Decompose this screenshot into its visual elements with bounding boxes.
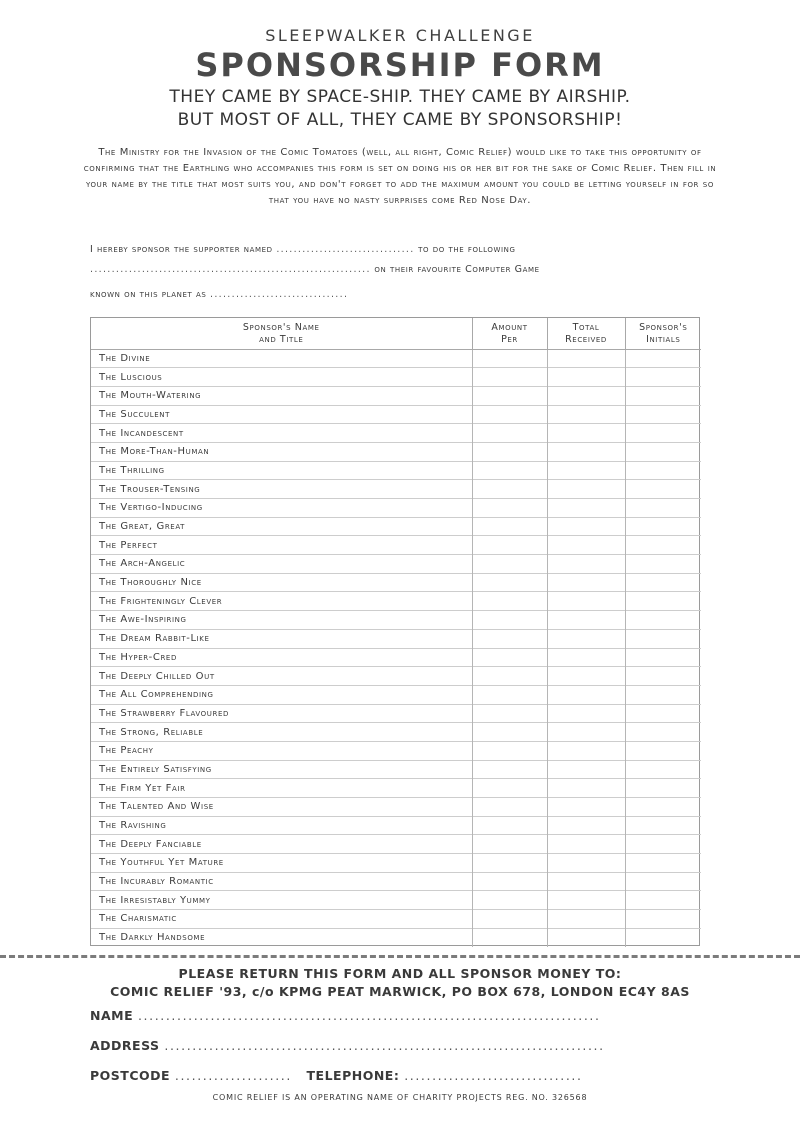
sponsor-title-cell[interactable]: The Hyper-Cred: [91, 648, 472, 667]
total-cell[interactable]: [547, 386, 625, 405]
table-row: [91, 368, 701, 387]
total-cell[interactable]: [547, 910, 625, 929]
total-cell[interactable]: [547, 704, 625, 723]
table-row: [91, 816, 701, 835]
sponsor-title-cell[interactable]: The Great, Great: [91, 517, 472, 536]
table-row: [91, 835, 701, 854]
amount-cell[interactable]: [472, 573, 547, 592]
tagline-line-1: THEY CAME BY SPACE-SHIP. THEY CAME BY AIRSHIP.: [169, 87, 631, 107]
initials-cell[interactable]: [625, 667, 701, 686]
sponsor-title-cell[interactable]: The All Comprehending: [91, 685, 472, 704]
amount-cell[interactable]: [472, 629, 547, 648]
total-cell[interactable]: [547, 835, 625, 854]
total-cell[interactable]: [547, 461, 625, 480]
table-row: [91, 798, 701, 817]
total-cell[interactable]: [547, 798, 625, 817]
amount-cell[interactable]: [472, 536, 547, 555]
initials-cell[interactable]: [625, 835, 701, 854]
total-cell[interactable]: [547, 872, 625, 891]
postcode-field[interactable]: .....................: [174, 1068, 292, 1083]
amount-cell[interactable]: [472, 835, 547, 854]
pledge-text-known-as: known on this planet as: [90, 289, 207, 300]
total-cell[interactable]: [547, 723, 625, 742]
sponsor-title-cell[interactable]: The Arch-Angelic: [91, 555, 472, 574]
table-row: [91, 573, 701, 592]
initials-cell[interactable]: [625, 723, 701, 742]
initials-cell[interactable]: [625, 779, 701, 798]
initials-cell[interactable]: [625, 816, 701, 835]
initials-cell[interactable]: [625, 405, 701, 424]
table-row: [91, 910, 701, 929]
sponsor-title-cell[interactable]: The Darkly Handsome: [91, 928, 472, 947]
amount-cell[interactable]: [472, 480, 547, 499]
table-row: [91, 555, 701, 574]
initials-cell[interactable]: [625, 704, 701, 723]
amount-cell[interactable]: [472, 442, 547, 461]
initials-cell[interactable]: [625, 928, 701, 947]
initials-cell[interactable]: [625, 685, 701, 704]
amount-cell[interactable]: [472, 368, 547, 387]
initials-cell[interactable]: [625, 611, 701, 630]
initials-cell[interactable]: [625, 386, 701, 405]
return-line-1: PLEASE RETURN THIS FORM AND ALL SPONSOR MONEY TO:: [178, 966, 622, 981]
sponsor-title-cell[interactable]: The Firm Yet Fair: [91, 779, 472, 798]
sponsor-title-cell[interactable]: The Succulent: [91, 405, 472, 424]
amount-cell[interactable]: [472, 704, 547, 723]
total-cell[interactable]: [547, 368, 625, 387]
total-cell[interactable]: [547, 928, 625, 947]
initials-cell[interactable]: [625, 424, 701, 443]
table-row: [91, 499, 701, 518]
sponsor-title-cell[interactable]: The Divine: [99, 352, 151, 364]
initials-cell[interactable]: [625, 910, 701, 929]
sponsor-title-cell[interactable]: The Strawberry Flavoured: [91, 704, 472, 723]
total-cell[interactable]: [547, 611, 625, 630]
amount-cell[interactable]: [472, 741, 547, 760]
initials-cell[interactable]: [625, 741, 701, 760]
sponsor-title-cell[interactable]: The Entirely Satisfying: [91, 760, 472, 779]
table-row: [91, 611, 701, 630]
column-header-total-line-1: Total: [572, 322, 600, 334]
postcode-label: POSTCODE: [90, 1068, 171, 1083]
total-cell[interactable]: [547, 442, 625, 461]
tagline-line-2: BUT MOST OF ALL, THEY CAME BY SPONSORSHIP!: [177, 110, 623, 130]
amount-cell[interactable]: [472, 611, 547, 630]
sponsor-title-cell[interactable]: The Youthful Yet Mature: [91, 854, 472, 873]
total-cell[interactable]: [547, 480, 625, 499]
amount-cell[interactable]: [472, 723, 547, 742]
sponsor-table: [90, 317, 700, 946]
total-cell[interactable]: [547, 499, 625, 518]
sponsor-title-cell[interactable]: The Thoroughly Nice: [91, 573, 472, 592]
amount-cell[interactable]: [472, 891, 547, 910]
column-header-initials: [625, 318, 701, 349]
amount-cell[interactable]: [472, 872, 547, 891]
initials-cell[interactable]: [625, 891, 701, 910]
initials-cell[interactable]: [625, 648, 701, 667]
table-row: [91, 872, 701, 891]
sponsor-title-cell[interactable]: The Deeply Chilled Out: [91, 667, 472, 686]
total-cell[interactable]: [547, 648, 625, 667]
total-cell[interactable]: [547, 349, 625, 368]
amount-cell[interactable]: [472, 499, 547, 518]
total-cell[interactable]: [547, 517, 625, 536]
telephone-label: TELEPHONE:: [306, 1068, 400, 1083]
footer-charity-note: COMIC RELIEF IS AN OPERATING NAME OF CHARITY PROJECTS REG. NO. 326568: [212, 1093, 588, 1102]
table-row: [91, 723, 701, 742]
challenge-field[interactable]: .................................................................: [90, 264, 371, 275]
sponsor-title-cell[interactable]: The Dream Rabbit-Like: [91, 629, 472, 648]
table-row: [91, 629, 701, 648]
amount-cell[interactable]: [472, 386, 547, 405]
total-cell[interactable]: [547, 760, 625, 779]
initials-cell[interactable]: [625, 461, 701, 480]
initials-cell[interactable]: [625, 760, 701, 779]
table-row: [91, 442, 701, 461]
amount-cell[interactable]: [472, 461, 547, 480]
sponsor-title-cell[interactable]: The Deeply Fanciable: [91, 835, 472, 854]
sponsor-title-cell[interactable]: The Ravishing: [91, 816, 472, 835]
amount-cell[interactable]: [472, 592, 547, 611]
amount-cell[interactable]: [472, 424, 547, 443]
amount-cell[interactable]: [472, 517, 547, 536]
amount-cell[interactable]: [472, 667, 547, 686]
name-row: [90, 1008, 700, 1023]
initials-cell[interactable]: [625, 872, 701, 891]
column-header-name-line-2: and Title: [259, 334, 304, 346]
amount-cell[interactable]: [472, 928, 547, 947]
address-row: [90, 1038, 700, 1053]
total-cell[interactable]: [547, 667, 625, 686]
sponsor-title-cell[interactable]: The Incandescent: [91, 424, 472, 443]
table-row: [91, 891, 701, 910]
known-as-field[interactable]: ................................: [210, 289, 349, 300]
sponsor-title-cell[interactable]: The Frighteningly Clever: [91, 592, 472, 611]
table-row: [91, 386, 701, 405]
table-row: [91, 854, 701, 873]
column-header-total-line-2: Received: [565, 334, 607, 346]
pledge-line-2: [90, 264, 710, 275]
column-header-name-line-1: Sponsor's Name: [242, 322, 320, 334]
total-cell[interactable]: [547, 555, 625, 574]
amount-cell[interactable]: [472, 910, 547, 929]
initials-cell[interactable]: [625, 592, 701, 611]
table-row: [91, 349, 701, 368]
total-cell[interactable]: [547, 536, 625, 555]
column-header-amount-line-1: Amount: [491, 322, 528, 334]
initials-cell[interactable]: [625, 368, 701, 387]
tagline: [0, 86, 800, 132]
column-header-initials-line-2: Initials: [646, 334, 681, 346]
total-cell[interactable]: [547, 816, 625, 835]
supporter-name-field[interactable]: ................................: [276, 244, 415, 255]
table-row: [91, 779, 701, 798]
initials-cell[interactable]: [625, 499, 701, 518]
address-label: ADDRESS: [90, 1038, 160, 1053]
table-row: [91, 480, 701, 499]
postcode-telephone-row: [90, 1068, 700, 1083]
page-title: SPONSORSHIP FORM: [195, 46, 605, 84]
initials-cell[interactable]: [625, 854, 701, 873]
total-cell[interactable]: [547, 573, 625, 592]
initials-cell[interactable]: [625, 480, 701, 499]
supertitle: SLEEPWALKER CHALLENGE: [265, 26, 535, 45]
total-cell[interactable]: [547, 685, 625, 704]
initials-cell[interactable]: [625, 517, 701, 536]
initials-cell[interactable]: [625, 536, 701, 555]
table-row: [91, 405, 701, 424]
amount-cell[interactable]: [472, 760, 547, 779]
name-field[interactable]: ...................................................................................: [137, 1008, 601, 1023]
sponsor-title-cell[interactable]: The Mouth-Watering: [91, 386, 472, 405]
column-header-amount: [472, 318, 547, 349]
initials-cell[interactable]: [625, 629, 701, 648]
sponsor-title-cell[interactable]: The Irresistably Yummy: [91, 891, 472, 910]
table-row: [91, 685, 701, 704]
total-cell[interactable]: [547, 424, 625, 443]
table-row: [91, 928, 701, 947]
amount-cell[interactable]: [472, 685, 547, 704]
amount-cell[interactable]: [472, 779, 547, 798]
name-label: NAME: [90, 1008, 134, 1023]
table-row: [91, 424, 701, 443]
sponsor-title-cell[interactable]: The Talented And Wise: [91, 798, 472, 817]
return-instructions: [0, 965, 800, 1001]
initials-cell[interactable]: [625, 555, 701, 574]
sponsor-title-cell[interactable]: The Incurably Romantic: [91, 872, 472, 891]
pledge-text-computer-game: on their favourite Computer Game: [374, 264, 540, 275]
total-cell[interactable]: [547, 891, 625, 910]
sponsor-title-cell[interactable]: The Awe-Inspiring: [91, 611, 472, 630]
table-row: [91, 760, 701, 779]
pledge-line-3: [90, 289, 710, 300]
total-cell[interactable]: [547, 592, 625, 611]
column-header-initials-line-1: Sponsor's: [639, 322, 688, 334]
total-cell[interactable]: [547, 405, 625, 424]
amount-cell[interactable]: [472, 349, 547, 368]
table-row: [91, 704, 701, 723]
cut-line: [0, 955, 800, 958]
column-header-amount-line-2: Per: [501, 334, 518, 346]
initials-cell[interactable]: [625, 442, 701, 461]
amount-cell[interactable]: [472, 854, 547, 873]
total-cell[interactable]: [547, 854, 625, 873]
column-header-name: [91, 318, 472, 349]
address-field[interactable]: ...............................................................................: [164, 1038, 605, 1053]
pledge-line-1: [90, 244, 710, 255]
table-row: [91, 517, 701, 536]
amount-cell[interactable]: [472, 798, 547, 817]
sponsor-title-cell[interactable]: The Vertigo-Inducing: [91, 499, 472, 518]
column-header-total: [547, 318, 625, 349]
total-cell[interactable]: [547, 779, 625, 798]
amount-cell[interactable]: [472, 648, 547, 667]
amount-cell[interactable]: [472, 405, 547, 424]
total-cell[interactable]: [547, 741, 625, 760]
pledge-text-to-do: to do the following: [418, 244, 516, 255]
sponsor-title-cell[interactable]: The Trouser-Tensing: [91, 480, 472, 499]
sponsor-title-cell[interactable]: The Charismatic: [91, 910, 472, 929]
sponsor-title-cell[interactable]: The Perfect: [91, 536, 472, 555]
amount-cell[interactable]: [472, 816, 547, 835]
initials-cell[interactable]: [625, 573, 701, 592]
table-row: [91, 592, 701, 611]
sponsor-rows: [91, 349, 701, 947]
initials-cell[interactable]: [625, 349, 701, 368]
sponsor-title-cell[interactable]: The More-Than-Human: [91, 442, 472, 461]
amount-cell[interactable]: [472, 555, 547, 574]
pledge-text-supporter-named: I hereby sponsor the supporter named: [90, 244, 273, 255]
table-row: [91, 536, 701, 555]
table-row: [91, 648, 701, 667]
total-cell[interactable]: [547, 629, 625, 648]
initials-cell[interactable]: [625, 798, 701, 817]
telephone-field[interactable]: ................................: [404, 1068, 583, 1083]
return-address: COMIC RELIEF '93, c/o KPMG PEAT MARWICK, PO BOX 678, LONDON EC4Y 8AS: [110, 984, 690, 999]
table-row: [91, 461, 701, 480]
sponsor-title-cell[interactable]: The Luscious: [91, 368, 472, 387]
sponsor-title-cell[interactable]: The Peachy: [91, 741, 472, 760]
table-row: [91, 741, 701, 760]
sponsor-title-cell[interactable]: The Thrilling: [91, 461, 472, 480]
table-row: [91, 667, 701, 686]
intro-paragraph: The Ministry for the Invasion of the Comic Tomatoes (well, all right, Comic Relief) would like to take this opportunity of confirming that the Earthling who accompanies this form is set on doing his or her bit for the sake of Comic Relief. Then fill in your name by the title that most suits you, and don't forget to add the maximum amount you could be letting yourself in for so that you have no nasty surprises come Red Nose Day.: [83, 147, 717, 206]
sponsor-title-cell[interactable]: The Strong, Reliable: [91, 723, 472, 742]
